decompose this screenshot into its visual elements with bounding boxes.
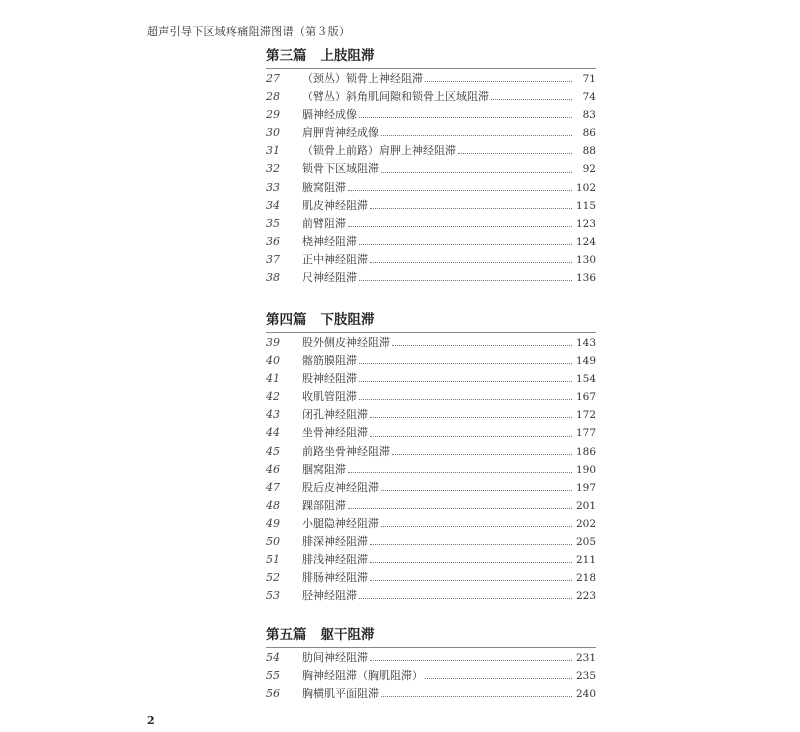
page-ref: 136 <box>575 272 596 285</box>
section-upper-limb <box>266 46 596 287</box>
dot-leader <box>458 152 572 154</box>
dot-leader <box>370 659 572 661</box>
chapter-number: 44 <box>266 426 280 440</box>
page-ref: 240 <box>575 688 596 701</box>
chapter-title: 坐骨神经阻滞 <box>302 426 368 440</box>
chapter-number: 28 <box>266 90 280 104</box>
page-ref: 205 <box>575 536 596 549</box>
dot-leader <box>359 279 572 281</box>
page-ref: 149 <box>575 355 596 368</box>
chapter-number: 48 <box>266 498 280 512</box>
toc-entry[interactable] <box>266 497 596 515</box>
dot-leader <box>359 243 572 245</box>
toc-entry[interactable] <box>266 461 596 479</box>
toc-entry[interactable] <box>266 179 596 197</box>
chapter-title: 肩胛背神经成像 <box>302 126 379 140</box>
chapter-title: 尺神经阻滞 <box>302 271 357 285</box>
dot-leader <box>381 134 572 136</box>
toc-entry[interactable] <box>266 215 596 233</box>
dot-leader <box>381 489 572 491</box>
dot-leader <box>370 435 572 437</box>
page-ref: 197 <box>575 481 596 494</box>
dot-leader <box>425 677 572 679</box>
page-ref: 223 <box>575 590 596 603</box>
section-divider <box>266 332 596 333</box>
chapter-number: 40 <box>266 354 280 368</box>
page-ref: 177 <box>575 427 596 440</box>
chapter-title: 踝部阻滞 <box>302 498 346 512</box>
section-divider <box>266 68 596 69</box>
chapter-number: 32 <box>266 162 280 176</box>
chapter-title: 胫神经阻滞 <box>302 589 357 603</box>
chapter-number: 38 <box>266 271 280 285</box>
page-ref: 235 <box>575 670 596 683</box>
chapter-title: 股神经阻滞 <box>302 372 357 386</box>
chapter-number: 52 <box>266 571 280 585</box>
chapter-title: 收肌管阻滞 <box>302 390 357 404</box>
chapter-title: 小腿隐神经阻滞 <box>302 516 379 530</box>
toc-entry[interactable] <box>266 124 596 142</box>
toc-entry[interactable] <box>266 251 596 269</box>
chapter-number: 53 <box>266 589 280 603</box>
part-name: 躯干阻滞 <box>320 627 375 643</box>
dot-leader <box>359 398 572 400</box>
chapter-number: 54 <box>266 651 280 664</box>
toc-entry[interactable] <box>266 569 596 587</box>
page-ref: 115 <box>575 199 596 212</box>
toc-entry[interactable] <box>266 649 596 667</box>
page-ref: 86 <box>582 127 596 140</box>
page-ref: 102 <box>575 181 596 194</box>
dot-leader <box>348 225 572 227</box>
chapter-number: 47 <box>266 480 280 494</box>
chapter-number: 37 <box>266 252 280 266</box>
page-ref: 83 <box>582 109 596 122</box>
page-ref: 211 <box>575 554 596 567</box>
chapter-title: 腘窝阻滞 <box>302 462 346 476</box>
toc-entry[interactable] <box>266 370 596 388</box>
chapter-title: 肋间神经阻滞 <box>302 651 368 664</box>
toc-entry[interactable] <box>266 88 596 106</box>
dot-leader <box>381 695 572 697</box>
chapter-title: 正中神经阻滞 <box>302 252 368 266</box>
section-title <box>266 46 596 66</box>
part-number: 第四篇 <box>266 312 307 328</box>
chapter-title: 胸横肌平面阻滞 <box>302 687 379 701</box>
toc-entry[interactable] <box>266 406 596 424</box>
dot-leader <box>370 543 572 545</box>
running-header: 超声引导下区域疼痛阻滞图谱（第３版） <box>147 25 351 38</box>
part-number: 第三篇 <box>266 48 307 64</box>
toc-entry[interactable] <box>266 515 596 533</box>
chapter-title: 髂筋膜阻滞 <box>302 354 357 368</box>
chapter-title: 腓浅神经阻滞 <box>302 553 368 567</box>
chapter-title: 前臂阻滞 <box>302 216 346 230</box>
page-ref: 201 <box>575 499 596 512</box>
part-number: 第五篇 <box>266 627 307 643</box>
dot-leader <box>359 362 572 364</box>
section-lower-limb <box>266 310 596 605</box>
page-ref: 190 <box>575 463 596 476</box>
dot-leader <box>425 80 572 82</box>
page-ref: 167 <box>575 391 596 404</box>
chapter-title: 闭孔神经阻滞 <box>302 408 368 422</box>
chapter-number: 30 <box>266 126 280 140</box>
chapter-title: 锁骨下区域阻滞 <box>302 162 379 176</box>
chapter-title: 腓深神经阻滞 <box>302 535 368 549</box>
toc-entry[interactable] <box>266 667 596 685</box>
chapter-number: 56 <box>266 687 280 701</box>
chapter-number: 50 <box>266 535 280 549</box>
toc-entry[interactable] <box>266 388 596 406</box>
toc-entry[interactable] <box>266 233 596 251</box>
page-ref: 130 <box>575 253 596 266</box>
toc-entry[interactable] <box>266 685 596 703</box>
page-ref: 74 <box>582 91 596 104</box>
page-ref: 88 <box>582 145 596 158</box>
chapter-title: 膈神经成像 <box>302 108 357 122</box>
page-ref: 124 <box>575 235 596 248</box>
chapter-number: 36 <box>266 234 280 248</box>
chapter-title: 股外侧皮神经阻滞 <box>302 336 390 349</box>
chapter-number: 46 <box>266 462 280 476</box>
dot-leader <box>491 98 572 100</box>
chapter-number: 35 <box>266 216 280 230</box>
dot-leader <box>381 525 572 527</box>
chapter-number: 33 <box>266 180 280 194</box>
toc-entry[interactable] <box>266 197 596 215</box>
toc-entry[interactable] <box>266 142 596 160</box>
dot-leader <box>392 453 572 455</box>
toc-entry[interactable] <box>266 269 596 287</box>
chapter-number: 51 <box>266 553 280 567</box>
chapter-number: 55 <box>266 669 280 683</box>
toc-entry[interactable] <box>266 352 596 370</box>
chapter-title: 前路坐骨神经阻滞 <box>302 444 390 458</box>
chapter-number: 49 <box>266 516 280 530</box>
dot-leader <box>392 344 572 346</box>
chapter-title: （锁骨上前路）肩胛上神经阻滞 <box>302 144 456 158</box>
page-ref: 143 <box>575 337 596 349</box>
chapter-number: 42 <box>266 390 280 404</box>
page-ref: 154 <box>575 373 596 386</box>
chapter-title: 腓肠神经阻滞 <box>302 571 368 585</box>
section-divider <box>266 647 596 648</box>
chapter-title: 股后皮神经阻滞 <box>302 480 379 494</box>
dot-leader <box>359 116 572 118</box>
chapter-title: 肌皮神经阻滞 <box>302 198 368 212</box>
dot-leader <box>370 579 572 581</box>
chapter-title: （颈丛）锁骨上神经阻滞 <box>302 72 423 85</box>
page-ref: 123 <box>575 217 596 230</box>
chapter-number: 29 <box>266 108 280 122</box>
part-name: 上肢阻滞 <box>320 48 375 64</box>
chapter-number: 39 <box>266 336 280 349</box>
toc-entry[interactable] <box>266 160 596 178</box>
dot-leader <box>348 471 572 473</box>
dot-leader <box>359 597 572 599</box>
section-title <box>266 310 596 330</box>
dot-leader <box>381 171 572 173</box>
chapter-title: 桡神经阻滞 <box>302 234 357 248</box>
page-ref: 172 <box>575 409 596 422</box>
toc-entry[interactable] <box>266 533 596 551</box>
chapter-number: 27 <box>266 72 280 85</box>
page-ref: 231 <box>575 652 596 664</box>
page-ref: 186 <box>575 445 596 458</box>
toc-entry[interactable] <box>266 587 596 605</box>
page-number: 2 <box>147 714 155 727</box>
dot-leader <box>370 561 572 563</box>
toc-entry[interactable] <box>266 479 596 497</box>
dot-leader <box>370 261 572 263</box>
chapter-number: 31 <box>266 144 280 158</box>
chapter-number: 34 <box>266 198 280 212</box>
page-ref: 202 <box>575 517 596 530</box>
chapter-number: 41 <box>266 372 280 386</box>
chapter-title: 腋窝阻滞 <box>302 180 346 194</box>
part-name: 下肢阻滞 <box>320 312 375 328</box>
toc-entry[interactable] <box>266 424 596 442</box>
chapter-number: 43 <box>266 408 280 422</box>
dot-leader <box>370 416 572 418</box>
dot-leader <box>348 507 572 509</box>
dot-leader <box>348 189 572 191</box>
section-title <box>266 625 596 645</box>
section-trunk <box>266 625 596 703</box>
toc-entry[interactable] <box>266 70 596 88</box>
toc-entry[interactable] <box>266 106 596 124</box>
chapter-number: 45 <box>266 444 280 458</box>
toc-entry[interactable] <box>266 334 596 352</box>
toc-entry[interactable] <box>266 551 596 569</box>
chapter-title: （臂丛）斜角肌间隙和锁骨上区域阻滞 <box>302 90 489 104</box>
toc-entry[interactable] <box>266 443 596 461</box>
chapter-title: 胸神经阻滞（胸肌阻滞） <box>302 669 423 683</box>
dot-leader <box>359 380 572 382</box>
dot-leader <box>370 207 572 209</box>
page-ref: 92 <box>582 163 596 176</box>
page-ref: 71 <box>582 73 596 85</box>
page-ref: 218 <box>575 572 596 585</box>
